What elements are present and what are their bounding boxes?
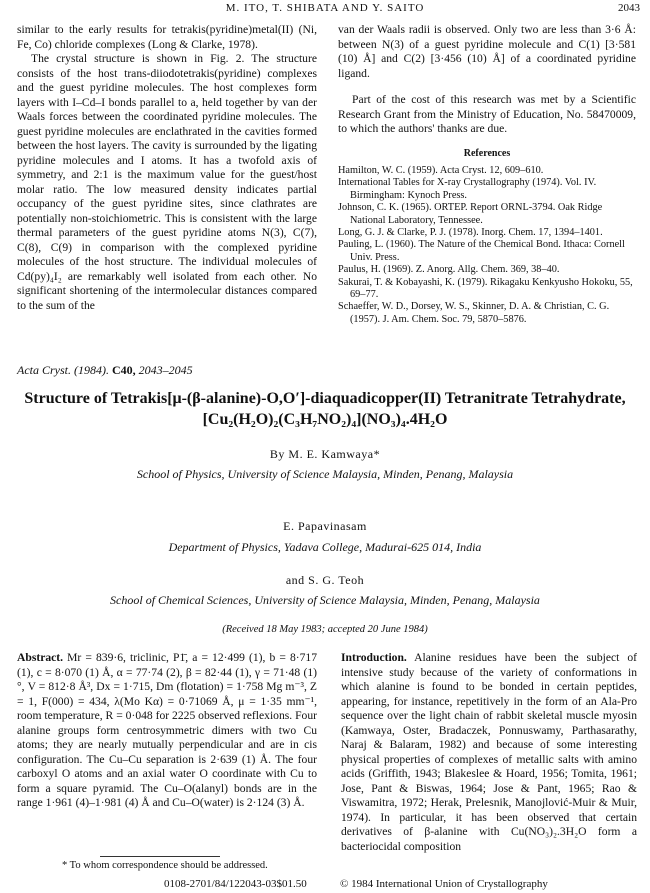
- author-affiliation: School of Physics, University of Science Malaysia, Minden, Penang, Malaysia: [136, 467, 514, 481]
- reference-item: Pauling, L. (1960). The Nature of the Chemical Bond. Ithaca: Cornell Univ. Press.: [338, 239, 625, 263]
- introduction-text: Alanine residues have been the subject of intensive study because of the variety of conformations in which alanine is found to be bonded in certain peptides, appearing, for instance, repetitively in the form of an Ala-Pro sequence over the light chain of rabbit skeletal muscle myosin (Kamwaya, Oster, Bradaczek, Ponnuswamy, Parthasarathy, Naraj & Balaram, 1982) and because of some interesting physical properties of complexes of metallic salts with amino acids (Griffith, 1943; Blakeslee & Hoard, 1956; Tomita, 1961; Jose, Pant & Biswas, 1964; Jose & Pant, 1965; Rao & Viswamitra, 1972; Herak, Prelesnik, Manojlović-Muir & Muir, 1974). In particular, it has been observed that certain derivatives of β-alanine with Cu(NO₃)₂.3H₂O form a bacteriocidal composition: [341, 651, 638, 853]
- article-code: 0108-2701/84/122043-03$01.50: [164, 878, 307, 890]
- reference-item: Long, G. J. & Clarke, P. J. (1978). Inorg. Chem. 17, 1394–1401.: [338, 227, 603, 239]
- journal-citation: [17, 363, 193, 378]
- received-dates: (Received 18 May 1983; accepted 20 June 1984): [222, 624, 428, 635]
- reference-item: Schaeffer, W. D., Dorsey, W. S., Skinner, D. A. & Christian, C. G. (1957). J. Am. Chem. Soc. 79, 5870–5876.: [338, 301, 610, 325]
- reference-item: Hamilton, W. C. (1959). Acta Cryst. 12, 609–610.: [338, 165, 544, 176]
- title-line: Structure of Tetrakis[μ-(β-alanine)-O,O′]-diaquadicopper(II) Tetranitrate Tetrahydrate,: [24, 390, 626, 407]
- running-header-authors: M. ITO, T. SHIBATA AND Y. SAITO: [225, 2, 425, 14]
- abstract: [17, 651, 317, 811]
- journal-pages: 2043–2045: [138, 363, 193, 377]
- journal-volume: C40,: [112, 363, 136, 377]
- paragraph: The crystal structure is shown in Fig. 2. The structure consists of the host trans-diiodotetrakis(pyridine) complexes and the guest pyridine molecules. The host complexes form layers with I–Cd–I bonds parallel to a, held together by van der Waals forces between the coordinated pyridine molecules. The guest pyridine molecules are enclathrated in the cavities formed between the host layers. The cavity is surrounded by the ligating pyridine molecules and I atoms. It has a twofold axis of symmetry, and 2:1 is the maximum value for the guest/host molar ratio. The low measured density indicates partial occupancy of the guest pyridine sites, since clathrates are potentially non-stoichiometric. This is consistent with the large thermal parameters of the guest pyridine atoms N(3), C(7), C(8), C(9) in comparison with the complexed pyridine molecules of the host structure. The individual molecules of Cd(py)₄I₂ are remarkably well isolated from each other. No significant shortening of the intermolecular distances compared to the sum of the: [17, 52, 317, 312]
- paragraph: van der Waals radii is observed. Only two are less than 3·6 Å: between N(3) of a guest pyridine molecule and C(1) [3·581 (10) Å] and C(2) [3·456 (10) Å] of a coordinated pyridine ligand.: [338, 23, 636, 80]
- abstract-label: Abstract.: [17, 651, 64, 664]
- journal-year: (1984).: [74, 363, 109, 377]
- prev-article-right-column: [338, 23, 636, 326]
- author-name: E. Papavinasam: [283, 519, 367, 533]
- reference-item: Sakurai, T. & Kobayashi, K. (1979). Rikagaku Kenkyusho Hokoku, 55, 69–77.: [338, 276, 633, 301]
- introduction: [341, 651, 637, 854]
- author-name: By M. E. Kamwaya*: [269, 447, 381, 461]
- journal-name: Acta Cryst.: [17, 363, 71, 377]
- author-name: and S. G. Teoh: [285, 573, 365, 587]
- footnote-rule: [100, 856, 220, 857]
- reference-item: International Tables for X-ray Crystallography (1974). Vol. IV. Birmingham: Kynoch Press.: [338, 177, 597, 201]
- title-formula: [Cu₂(H₂O)₂(C₃H₇NO₂)₄](NO₃)₄.4H₂O: [202, 411, 448, 428]
- page-number: 2043: [618, 2, 640, 14]
- reference-list: [338, 165, 636, 326]
- footnote: * To whom correspondence should be addressed.: [62, 860, 268, 871]
- paragraph: similar to the early results for tetrakis(pyridine)metal(II) (Ni, Fe, Co) chloride complexes (Long & Clarke, 1978).: [17, 23, 317, 51]
- acknowledgement: Part of the cost of this research was met by a Scientific Research Grant from the Ministry of Education, No. 58470009, to which the authors' thanks are due.: [338, 93, 636, 135]
- introduction-label: Introduction.: [341, 651, 407, 664]
- reference-item: Johnson, C. K. (1965). ORTEP. Report ORNL-3794. Oak Ridge National Laboratory, Tennessee.: [338, 202, 603, 226]
- references-heading: References: [463, 147, 511, 159]
- running-header: [0, 0, 650, 18]
- prev-article-left-column: [17, 23, 317, 313]
- reference-item: Paulus, H. (1969). Z. Anorg. Allg. Chem. 369, 38–40.: [338, 264, 560, 276]
- article-title: [10, 388, 640, 430]
- copyright: © 1984 International Union of Crystallography: [340, 878, 548, 890]
- author-affiliation: School of Chemical Sciences, University of Science Malaysia, Minden, Penang, Malaysia: [110, 593, 540, 607]
- author-affiliation: Department of Physics, Yadava College, Madurai-625 014, India: [168, 540, 482, 554]
- abstract-text: Mr = 839·6, triclinic, P1̄, a = 12·499 (1), b = 8·717 (1), c = 8·070 (1) Å, α = 77·74 (2), β = 82·44 (1), γ = 71·48 (1)°, V = 812·8 Å³, Dx = 1·715, Dm (flotation) = 1·758 Mg m⁻³, Z = 1, F(000) = 434, λ(Mo Kα) = 0·71069 Å, μ = 1·35 mm⁻¹, room temperature, R = 0·048 for 2225 observed reflexions. Four alanine groups form centrosymmetric dimers with two Cu atoms; they are nearly mutually perpendicular and are in cis configuration. The Cu–Cu separation is 2·639 (1) Å. The four carboxyl O atoms and an axial water O coordinate with Cu to form a square pyramid. The Cu–O(alanyl) bonds are in the range 1·961 (4)–1·981 (4) Å and Cu–O(water) is 2·124 (3) Å.: [17, 651, 317, 809]
